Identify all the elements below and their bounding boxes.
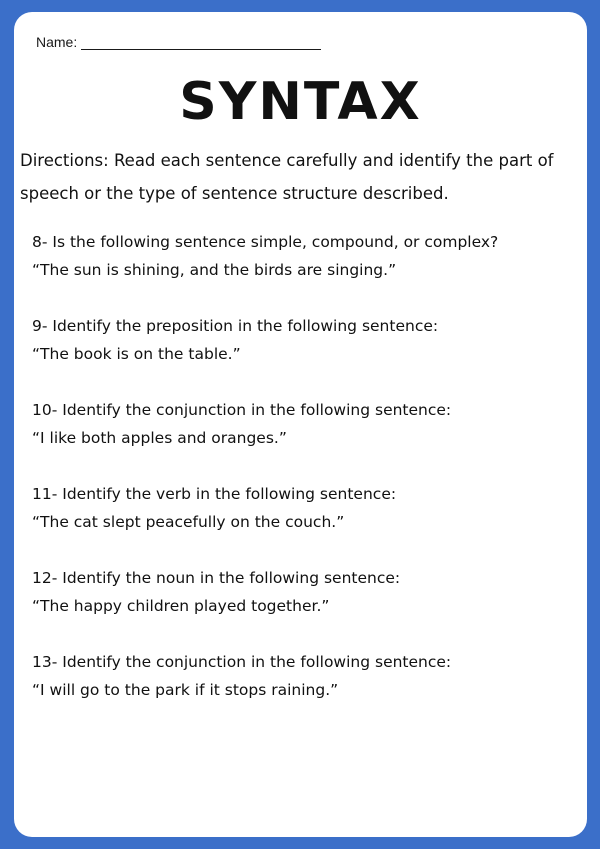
page-title: SYNTAX (179, 72, 422, 132)
question-prompt: 9- Identify the preposition in the following sentence: (32, 317, 439, 335)
worksheet (14, 12, 587, 837)
question-prompt: 10- Identify the conjunction in the following sentence: (32, 401, 452, 419)
question-prompt: 12- Identify the noun in the following sentence: (32, 569, 401, 587)
name-field[interactable] (81, 35, 321, 50)
question-12 (32, 564, 577, 620)
name-label: Name: (36, 34, 78, 50)
question-sentence: “I will go to the park if it stops raining.” (32, 681, 339, 699)
question-9 (32, 312, 577, 368)
directions-text: Directions: Read each sentence carefully and identify the part of speech or the type of sentence structure described. (20, 151, 554, 203)
question-prompt: 13- Identify the conjunction in the following sentence: (32, 653, 452, 671)
question-sentence: “The book is on the table.” (32, 345, 241, 363)
question-sentence: “The happy children played together.” (32, 597, 330, 615)
name-row (36, 34, 321, 50)
question-sentence: “The sun is shining, and the birds are singing.” (32, 261, 397, 279)
question-8 (32, 228, 577, 284)
question-prompt: 11- Identify the verb in the following sentence: (32, 485, 397, 503)
question-11 (32, 480, 577, 536)
question-sentence: “I like both apples and oranges.” (32, 429, 287, 447)
question-13 (32, 648, 577, 704)
question-prompt: 8- Is the following sentence simple, compound, or complex? (32, 233, 499, 251)
question-sentence: “The cat slept peacefully on the couch.” (32, 513, 345, 531)
question-10 (32, 396, 577, 452)
